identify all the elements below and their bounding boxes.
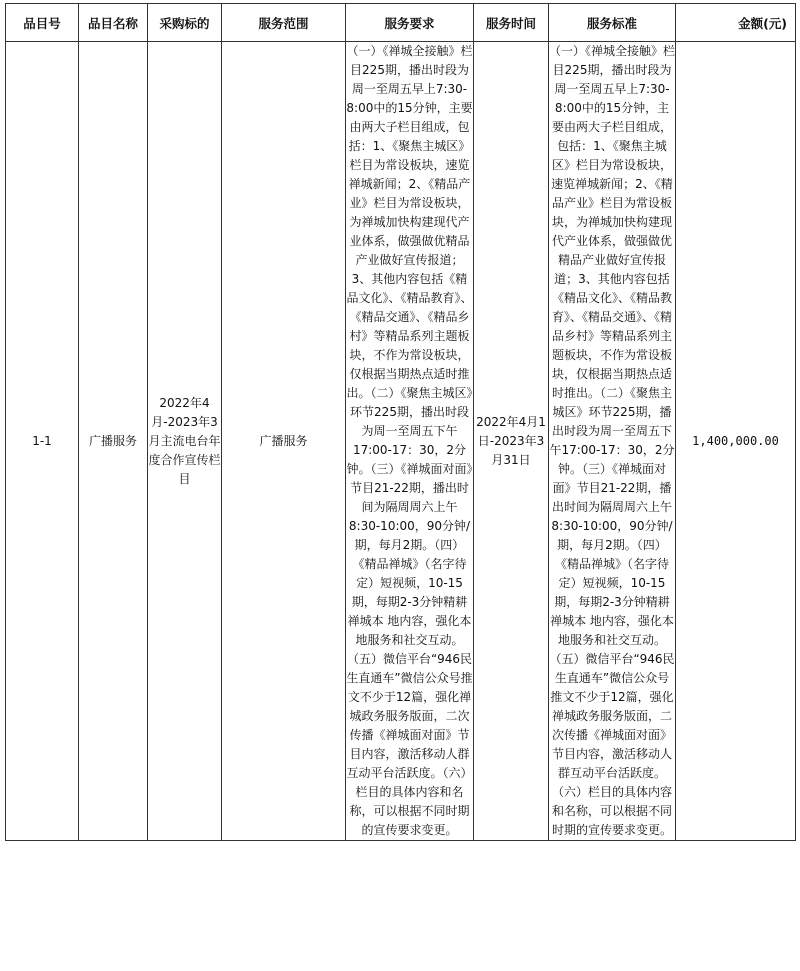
header-row	[6, 4, 796, 42]
header-amount: 金额(元)	[676, 4, 796, 42]
cell-item-no: 1-1	[6, 42, 79, 841]
header-service-time: 服务时间	[474, 4, 549, 42]
cell-service-scope: 广播服务	[222, 42, 346, 841]
cell-procurement: 2022年4月-2023年3月主流电台年度合作宣传栏目	[148, 42, 222, 841]
header-item-name: 品目名称	[79, 4, 148, 42]
procurement-table	[5, 3, 796, 841]
header-procurement: 采购标的	[148, 4, 222, 42]
cell-service-standard: （一）《禅城全接触》栏目225期，播出时段为周一至周五早上7:30-8:00中的15分钟，主要由两大子栏目组成，包括：1、《聚焦主城区》栏目为常设板块，速览禅城新闻；2、《精品产业》栏目为常设板块，为禅城加快构建现代产业体系，做强做优精品产业做好宣传报道；3、其他内容包括《精品文化》、《精品教育》、《精品交通》、《精品乡村》等精品系列主题板块，不作为常设板块，仅根据当期热点适时推出。（二）《聚焦主城区》环节225期，播出时段为周一至周五下午17:00-17：30，2分钟。（三）《禅城面对面》节目21-22期，播出时间为隔周周六上午8:30-10:00，90分钟/期，每月2期。（四）《精品禅城》（名字待定）短视频，10-15期，每期2-3分钟精耕禅城本 地内容，强化本地服务和社交互动。（五）微信平台“946民生直通车”微信公众号推文不少于12篇，强化禅城政务服务版面，二次传播《禅城面对面》节目内容，激活移动人群互动平台活跃度。（六）栏目的具体内容和名称，可以根据不同时期的宣传要求变更。	[549, 42, 676, 841]
header-item-no: 品目号	[6, 4, 79, 42]
cell-service-time: 2022年4月1日-2023年3月31日	[474, 42, 549, 841]
header-service-scope: 服务范围	[222, 4, 346, 42]
cell-service-requirements: （一）《禅城全接触》栏目225期，播出时段为周一至周五早上7:30-8:00中的15分钟，主要由两大子栏目组成，包括：1、《聚焦主城区》栏目为常设板块，速览禅城新闻；2、《精品产业》栏目为常设板块，为禅城加快构建现代产业体系，做强做优精品产业做好宣传报道；3、其他内容包括《精品文化》、《精品教育》、《精品交通》、《精品乡村》等精品系列主题板块，不作为常设板块，仅根据当期热点适时推出。（二）《聚焦主城区》环节225期，播出时段为周一至周五下午17:00-17：30，2分钟。（三）《禅城面对面》节目21-22期，播出时间为隔周周六上午8:30-10:00，90分钟/期，每月2期。（四）《精品禅城》（名字待定）短视频，10-15期，每期2-3分钟精耕禅城本 地内容，强化本地服务和社交互动。（五）微信平台“946民生直通车”微信公众号推文不少于12篇，强化禅城政务服务版面，二次传播《禅城面对面》节目内容，激活移动人群互动平台活跃度。（六）栏目的具体内容和名称，可以根据不同时期的宣传要求变更。	[346, 42, 474, 841]
cell-item-name: 广播服务	[79, 42, 148, 841]
header-service-standard: 服务标准	[549, 4, 676, 42]
cell-amount: 1,400,000.00	[676, 42, 796, 841]
header-service-requirements: 服务要求	[346, 4, 474, 42]
table-row	[6, 42, 796, 841]
